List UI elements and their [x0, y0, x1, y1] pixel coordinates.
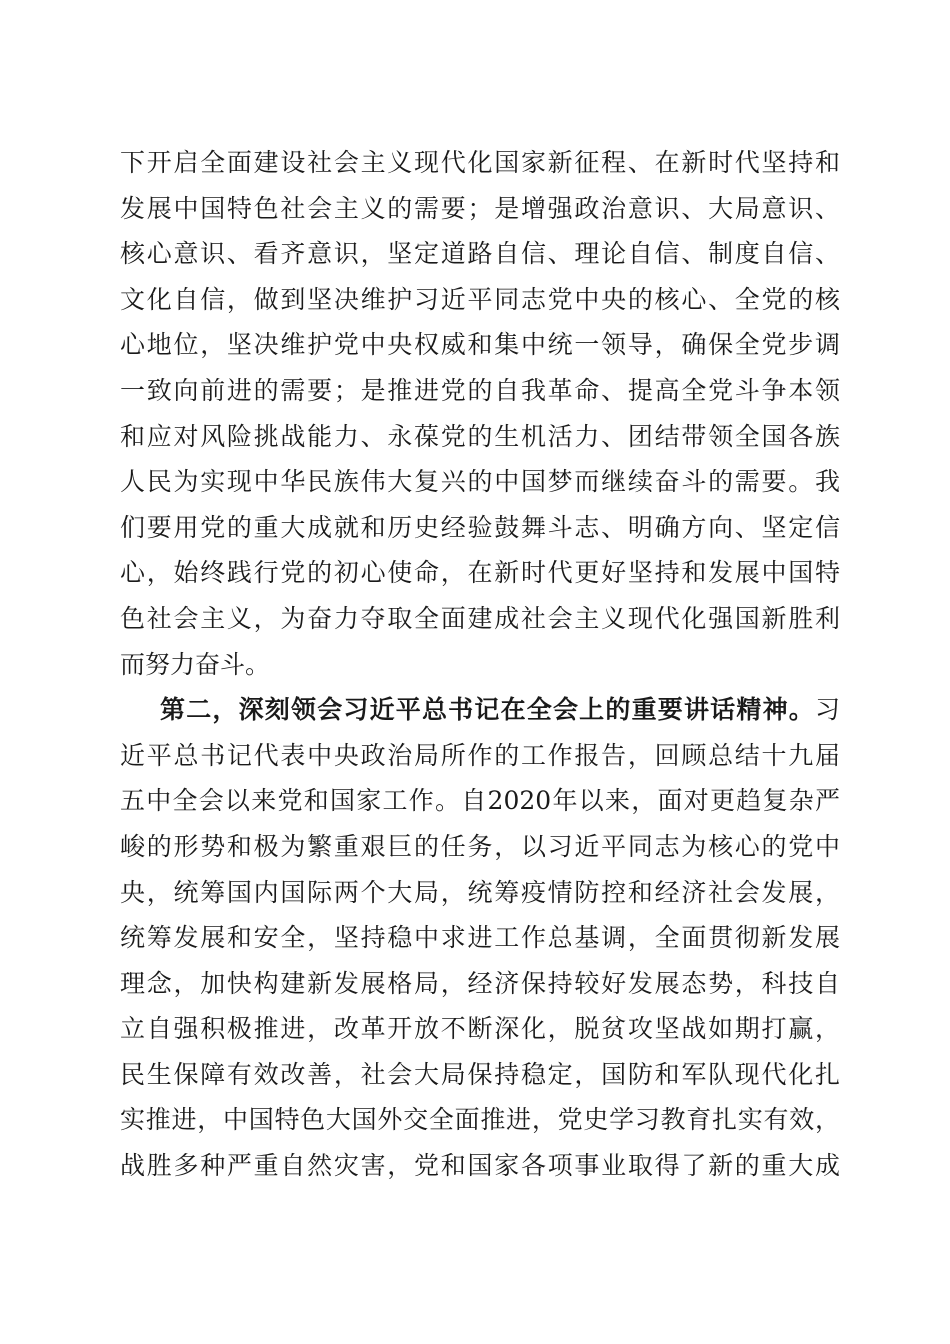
paragraph-line: 战胜多种严重自然灾害，党和国家各项事业取得了新的重大成 — [120, 1151, 840, 1181]
heading-trailing-text: 习 — [814, 695, 840, 725]
paragraph-line: 实推进，中国特色大国外交全面推进，党史学习教育扎实有效， — [120, 1105, 840, 1135]
paragraph-line: 们要用党的重大成就和历史经验鼓舞斗志、明确方向、坚定信 — [120, 512, 840, 542]
paragraph-line: 理念，加快构建新发展格局，经济保持较好发展态势，科技自 — [120, 968, 840, 998]
paragraph-line: 文化自信，做到坚决维护习近平同志党中央的核心、全党的核 — [120, 284, 840, 314]
paragraph-1 — [120, 140, 840, 687]
paragraph-first-line — [120, 687, 840, 733]
paragraph-line: 峻的形势和极为繁重艰巨的任务，以习近平同志为核心的党中 — [120, 831, 840, 861]
paragraph-line: 五中全会以来党和国家工作。自2020年以来，面对更趋复杂严 — [120, 786, 840, 816]
paragraph-line: 人民为实现中华民族伟大复兴的中国梦而继续奋斗的需要。我 — [120, 467, 840, 497]
paragraph-line: 色社会主义，为奋力夺取全面建成社会主义现代化强国新胜利 — [120, 603, 840, 633]
paragraph-2 — [120, 687, 840, 1189]
paragraph-line: 和应对风险挑战能力、永葆党的生机活力、团结带领全国各族 — [120, 421, 840, 451]
body-text — [120, 140, 840, 1189]
paragraph-line: 下开启全面建设社会主义现代化国家新征程、在新时代坚持和 — [120, 148, 840, 177]
paragraph-line: 民生保障有效改善，社会大局保持稳定，国防和军队现代化扎 — [120, 1059, 840, 1089]
paragraph-line: 核心意识、看齐意识，坚定道路自信、理论自信、制度自信、 — [120, 239, 840, 269]
paragraph-line: 央，统筹国内国际两个大局，统筹疫情防控和经济社会发展， — [120, 877, 840, 907]
paragraph-line: 近平总书记代表中央政治局所作的工作报告，回顾总结十九届 — [120, 740, 840, 770]
paragraph-line: 发展中国特色社会主义的需要；是增强政治意识、大局意识、 — [120, 193, 840, 223]
paragraph-line: 一致向前进的需要；是推进党的自我革命、提高全党斗争本领 — [120, 375, 840, 405]
paragraph-line: 心地位，坚决维护党中央权威和集中统一领导，确保全党步调 — [120, 330, 840, 360]
paragraph-line: 而努力奋斗。 — [120, 649, 271, 679]
paragraph-line: 心，始终践行党的初心使命，在新时代更好坚持和发展中国特 — [120, 558, 840, 588]
paragraph-line: 统筹发展和安全，坚持稳中求进工作总基调，全面贯彻新发展 — [120, 923, 840, 953]
section-heading: 第二，深刻领会习近平总书记在全会上的重要讲话精神。 — [160, 695, 815, 725]
paragraph-line: 立自强积极推进，改革开放不断深化，脱贫攻坚战如期打赢， — [120, 1014, 840, 1044]
